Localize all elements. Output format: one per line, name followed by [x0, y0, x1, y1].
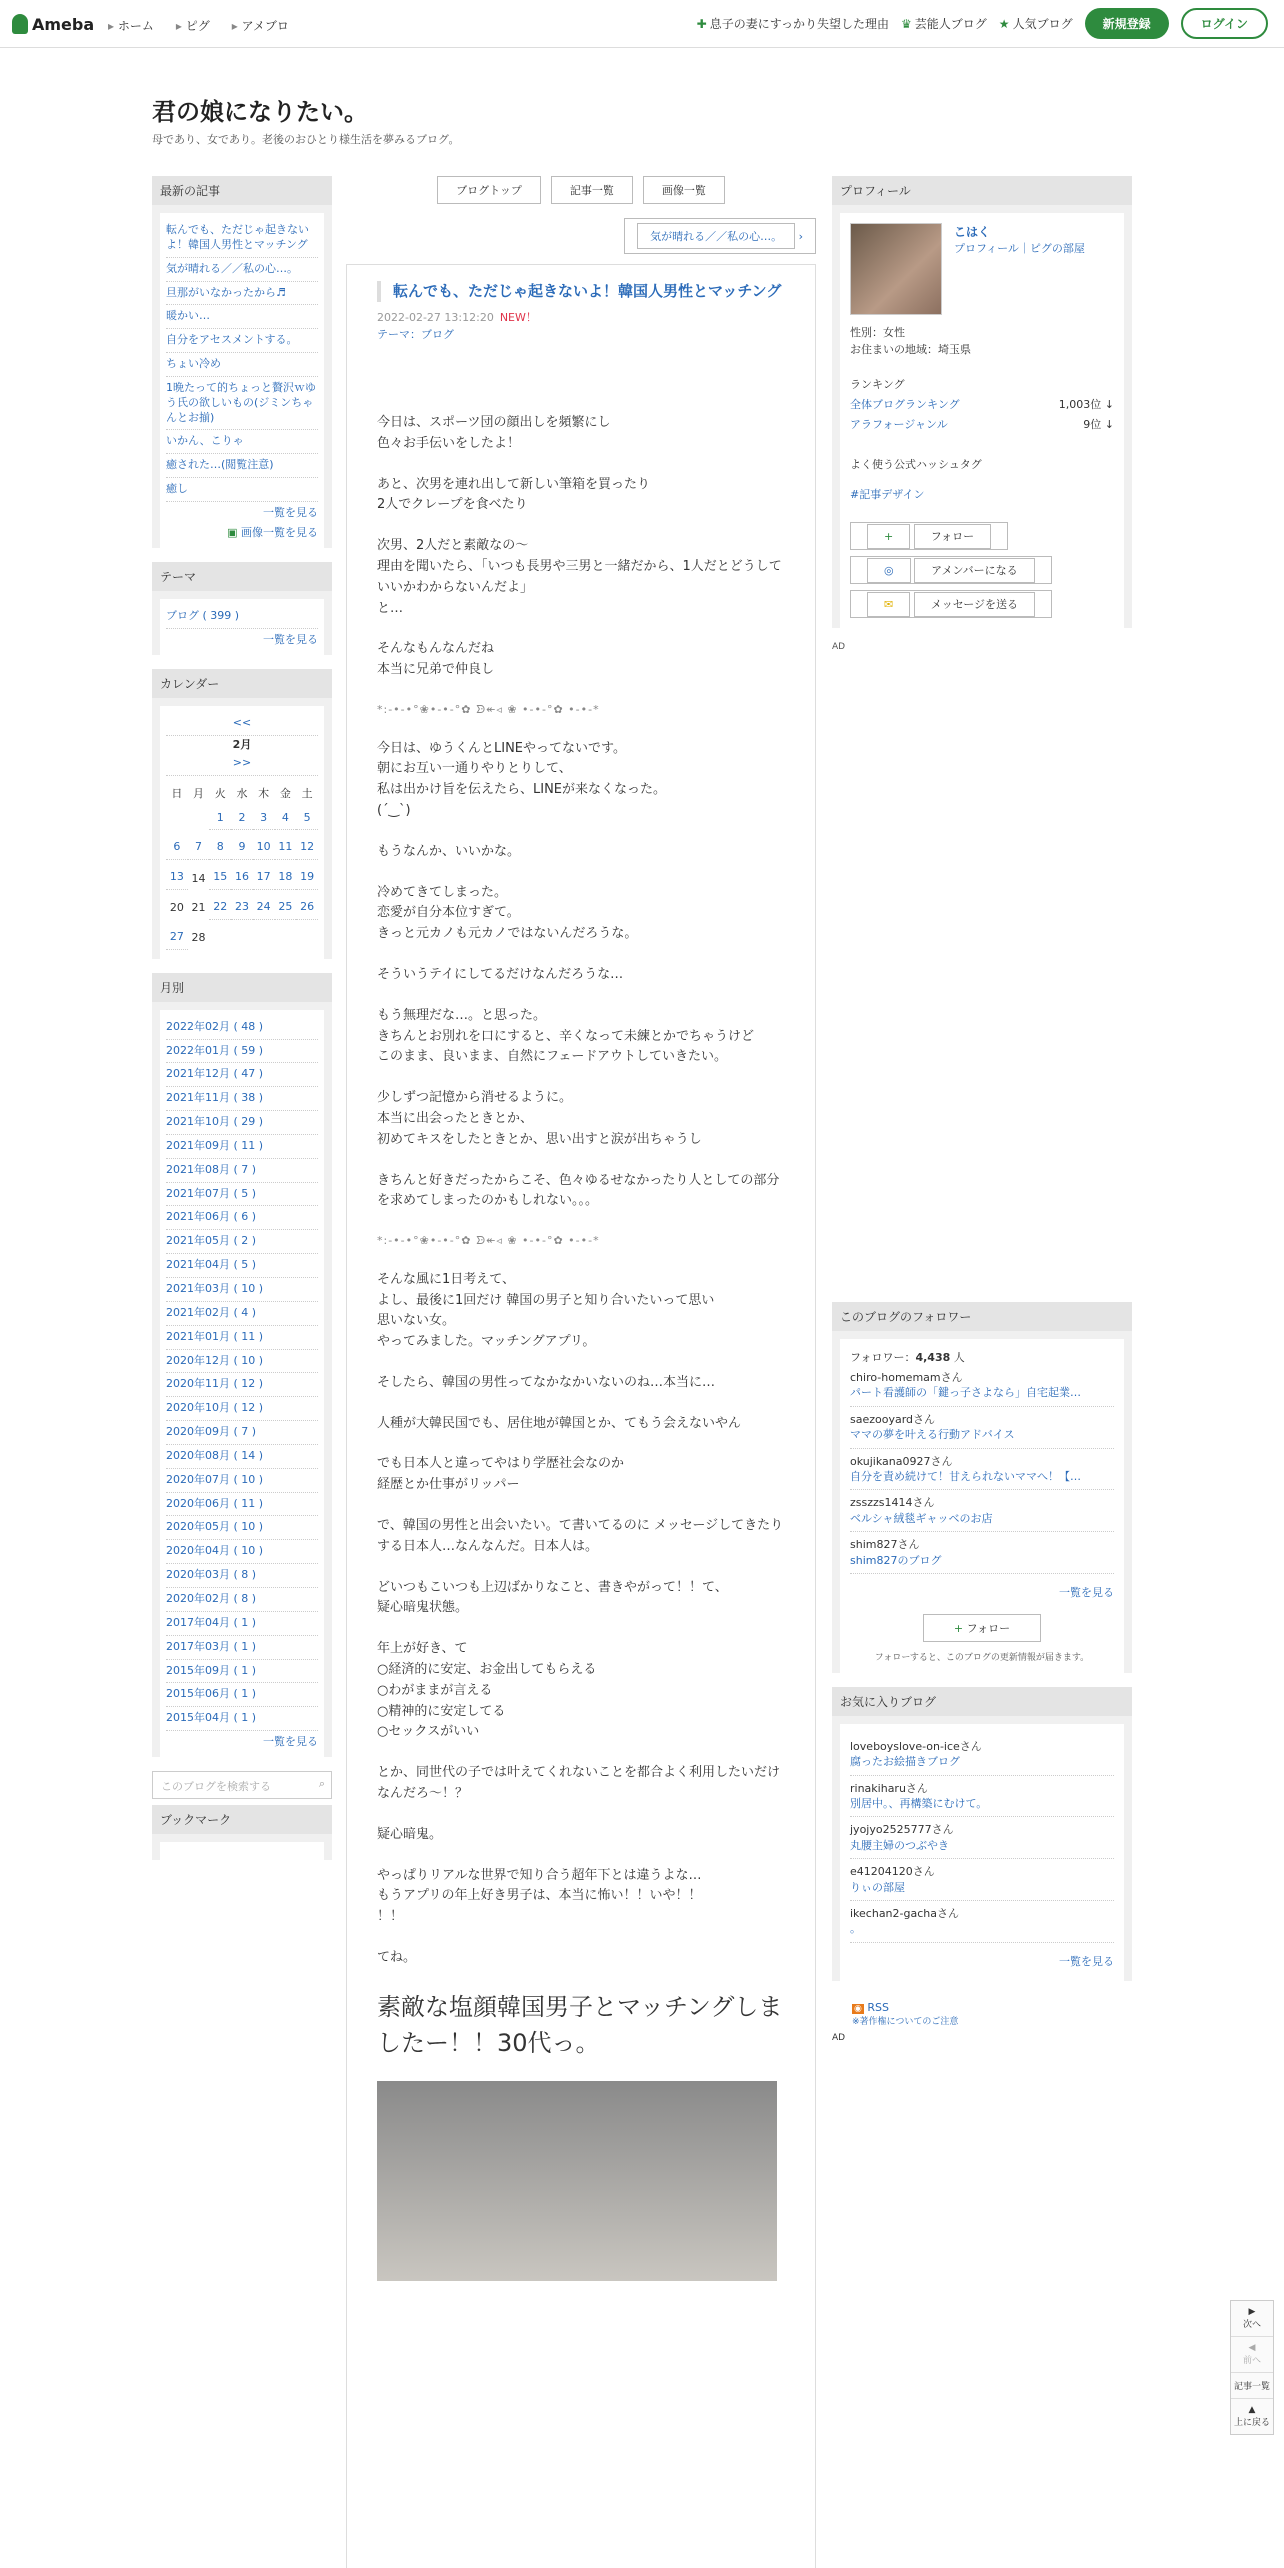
image-icon: ▣: [227, 525, 241, 539]
favorite-blog-link[interactable]: 丸腰主婦のつぶやき: [850, 1838, 949, 1852]
recent-article-link[interactable]: 癒し: [166, 478, 318, 502]
profile-links[interactable]: プロフィール｜ピグの部屋: [954, 242, 1085, 255]
calendar-prev[interactable]: <<: [166, 712, 318, 736]
crown-icon: ♛: [901, 17, 912, 31]
decorative-divider: *:-•-•°❀•-•-°✿ ᗦ↞◃ ❀ •-•-°✿ •-•-*: [377, 1234, 600, 1248]
monthly-archive-link[interactable]: 2017年03月 ( 1 ): [166, 1636, 318, 1660]
calendar-day[interactable]: 15: [209, 866, 231, 890]
side-list[interactable]: 記事一覧: [1231, 2373, 1273, 2399]
article-paragraph: もうなんか、いいかな。: [377, 843, 521, 859]
follower-blog-link[interactable]: shim827のブログ: [850, 1553, 942, 1567]
nav-home[interactable]: ▸ ホーム: [108, 17, 154, 34]
recent-articles-box: [152, 176, 332, 548]
follower-item: [850, 1532, 1114, 1574]
bookmark-heading: ブックマーク: [152, 1805, 332, 1834]
follower-user: chiro-homemamさん: [850, 1371, 963, 1384]
login-button[interactable]: ログイン: [1181, 8, 1268, 39]
global-header: [0, 0, 1284, 48]
monthly-archive-link[interactable]: 2020年08月 ( 14 ): [166, 1445, 318, 1469]
calendar-cell: [231, 863, 253, 893]
article-paragraph: もう無理だな…。と思った。 きちんとお別れを口にすると、辛くなって未練とかでちゃうけど このまま、良いまま、自然にフェードアウトしていきたい。: [377, 1007, 755, 1065]
plus-icon: +: [867, 524, 910, 549]
recent-article-link[interactable]: 転んでも、ただじゃ起きないよ！韓国人男性とマッチング: [166, 219, 318, 258]
calendar-empty: [253, 923, 275, 953]
favorite-blog-link[interactable]: 。: [850, 1922, 861, 1936]
calendar-cell: [275, 833, 297, 863]
star-icon: ★: [998, 17, 1010, 31]
calendar-cell: [296, 893, 318, 923]
rank-genre-value: 9位 ↓: [1083, 418, 1114, 431]
bookmark-box: [152, 1805, 332, 1860]
decorative-divider: *:-•-•°❀•-•-°✿ ᗦ↞◃ ❀ •-•-°✿ •-•-*: [377, 702, 600, 716]
article-paragraph: 今日は、ゆうくんとLINEやってないです。 朝にお互い一通りやりとりして、 私は出かけ旨を伝えたら、LINEが来なくなった。 (´‿`): [377, 740, 667, 818]
calendar-cell: [231, 893, 253, 923]
favorite-item: [850, 1901, 1114, 1943]
article-paragraph: 疑心暗鬼。: [377, 1826, 443, 1842]
header-right: [697, 8, 1268, 39]
amember-button[interactable]: ◎ アメンバーになる: [850, 556, 1052, 584]
calendar-day[interactable]: 11: [275, 836, 297, 860]
calendar-weekday: 土: [301, 786, 313, 800]
nav-ameblo[interactable]: ▸ アメブロ: [232, 17, 289, 34]
favorite-item: [850, 1859, 1114, 1901]
favorite-user: rinakiharuさん: [850, 1781, 928, 1795]
monthly-archive-link[interactable]: 2020年04月 ( 10 ): [166, 1540, 318, 1564]
calendar-day[interactable]: 2: [231, 807, 253, 831]
monthly-archive-link[interactable]: 2021年04月 ( 5 ): [166, 1254, 318, 1278]
monthly-archive-link[interactable]: 2015年04月 ( 1 ): [166, 1707, 318, 1731]
calendar-empty: [296, 923, 318, 953]
favorite-list: [850, 1734, 1114, 1943]
monthly-archive-link[interactable]: 2021年12月 ( 47 ): [166, 1063, 318, 1087]
monthly-archive-link[interactable]: 2021年02月 ( 4 ): [166, 1302, 318, 1326]
calendar-day[interactable]: 12: [296, 836, 318, 860]
profile-box: [832, 176, 1132, 628]
favorite-blog-link[interactable]: 腐ったお絵描きブログ: [850, 1755, 960, 1769]
calendar-cell: [209, 833, 231, 863]
article-photo: [377, 2081, 777, 2281]
calendar-cell: [275, 804, 297, 834]
calendar-cell: [296, 804, 318, 834]
rank-overall-value: 1,003位 ↓: [1058, 398, 1114, 411]
calendar-empty: [275, 923, 297, 953]
favorite-item: [850, 1817, 1114, 1859]
ad-label-2: AD: [832, 2032, 846, 2043]
follow-button[interactable]: + フォロー: [850, 522, 1008, 550]
prev-arrow-icon: ◀: [1248, 2343, 1256, 2353]
calendar-cell: [209, 893, 231, 923]
calendar-cell: [188, 893, 210, 923]
calendar-cell: [253, 804, 275, 834]
favorite-user: loveboyslove-on-iceさん: [850, 1739, 982, 1753]
side-nav: [1230, 2300, 1274, 2435]
ameba-logo-icon: [12, 14, 28, 34]
follower-blog-link[interactable]: ベルシャ絨毯ギャッベのお店: [850, 1511, 993, 1525]
amember-icon: ◎: [867, 558, 911, 583]
monthly-archive-link[interactable]: 2021年09月 ( 11 ): [166, 1135, 318, 1159]
follower-item: [850, 1365, 1114, 1407]
hashtag-heading: よく使う公式ハッシュタグ: [850, 458, 982, 471]
monthly-archive-link[interactable]: 2021年10月 ( 29 ): [166, 1111, 318, 1135]
monthly-archive-link[interactable]: 2020年10月 ( 12 ): [166, 1397, 318, 1421]
monthly-archive-box: [152, 973, 332, 1757]
calendar-day[interactable]: 23: [231, 896, 253, 920]
calendar-cell: [296, 833, 318, 863]
article-meta: [377, 310, 785, 343]
article-paragraph: 冷めてきてしまった。 恋愛が自分本位すぎて。 きっと元カノも元カノではないんだろうな。: [377, 884, 638, 942]
follower-item: [850, 1449, 1114, 1491]
monthly-archive-link[interactable]: 2020年07月 ( 10 ): [166, 1469, 318, 1493]
recent-article-link[interactable]: 気が晴れる／／私の心…。: [166, 258, 318, 282]
recent-articles-list: [160, 213, 324, 548]
article-paragraph: どいつもこいつも上辺ばかりなこと、書きやがって！！て、 疑心暗鬼状態。: [377, 1579, 728, 1616]
favorites-box: [832, 1687, 1132, 1981]
plus-icon: ✚: [696, 17, 707, 31]
theme-heading: テーマ: [152, 562, 332, 591]
calendar-month: 2月: [232, 737, 252, 751]
monthly-archive-link[interactable]: 2021年11月 ( 38 ): [166, 1087, 318, 1111]
calendar-day: 28: [191, 931, 206, 945]
article-paragraph: 次男、2人だと素敵なの〜 理由を聞いたら、「いつも長男や三男と一緒だから、1人だとどうしていいかわからないんだよ」 と…: [377, 538, 782, 616]
blog-description: 母であり、女であり。老後のおひとり様生活を夢みるブログ。: [152, 133, 460, 146]
blog-tabs: [346, 176, 816, 204]
monthly-archive-link[interactable]: 2021年07月 ( 5 ): [166, 1183, 318, 1207]
calendar-cell: [231, 804, 253, 834]
follower-user: shim827さん: [850, 1538, 920, 1552]
message-button[interactable]: ✉ メッセージを送る: [850, 590, 1052, 618]
article-theme-link[interactable]: テーマ：ブログ: [377, 327, 454, 341]
monthly-more-link[interactable]: 一覧を見る: [263, 1735, 318, 1749]
monthly-archive-link[interactable]: 2017年04月 ( 1 ): [166, 1612, 318, 1636]
hashtag-link[interactable]: #記事デザイン: [850, 488, 925, 501]
article-paragraph: 人種が大韓民国でも、居住地が韓国とか、てもう会えないやん: [377, 1415, 742, 1431]
tab-blog-top[interactable]: ブログトップ: [437, 176, 541, 204]
calendar-box: [152, 669, 332, 959]
article-paragraph: そういうテイにしてるだけなんだろうな…: [377, 966, 624, 982]
calendar-day[interactable]: 13: [166, 866, 188, 890]
plus-icon: +: [953, 1621, 964, 1635]
calendar-cell: [253, 863, 275, 893]
calendar-day[interactable]: 8: [209, 836, 231, 860]
calendar-cell: [231, 833, 253, 863]
follower-item: [850, 1490, 1114, 1532]
follow-button-2[interactable]: + フォロー: [923, 1614, 1041, 1642]
calendar-day[interactable]: 9: [231, 836, 253, 860]
calendar-weekday: 水: [236, 786, 248, 800]
global-nav: [108, 17, 289, 34]
article-paragraph: てね。: [377, 1950, 417, 1966]
monthly-heading: 月別: [152, 973, 332, 1002]
search-icon[interactable]: ⌕: [318, 1777, 325, 1791]
calendar-day[interactable]: 10: [253, 836, 275, 860]
monthly-archive-link[interactable]: 2021年03月 ( 10 ): [166, 1278, 318, 1302]
calendar-day[interactable]: 3: [253, 807, 275, 831]
side-top[interactable]: ▲ 上に戻る: [1233, 2405, 1270, 2428]
monthly-archive-list: [160, 1010, 324, 1757]
calendar-cell: [188, 833, 210, 863]
next-arrow-icon: ▶: [1248, 2307, 1256, 2317]
recent-more-link[interactable]: 一覧を見る: [263, 505, 318, 519]
rank-overall-label[interactable]: 全体ブログランキング: [850, 398, 960, 411]
ad-label: AD: [832, 642, 846, 652]
follower-list: [850, 1365, 1114, 1574]
theme-link[interactable]: ブログ ( 399 ): [166, 605, 318, 629]
calendar-day[interactable]: 22: [209, 896, 231, 920]
monthly-archive-link[interactable]: 2015年06月 ( 1 ): [166, 1683, 318, 1707]
calendar-day: 20: [169, 901, 184, 915]
follower-blog-link[interactable]: ママの夢を叶える行動アドバイス: [850, 1428, 1015, 1442]
monthly-archive-link[interactable]: 2022年02月 ( 48 ): [166, 1016, 318, 1040]
article-paragraph: 少しずつ記憶から消せるように。 本当に出会ったときとか、 初めてキスをしたときとか、思い出すと涙が出ちゃうし: [377, 1090, 702, 1147]
article-paragraph: 今日は、スポーツ団の顔出しを頻繁にし 色々お手伝いをしたよ！: [377, 415, 611, 451]
follower-blog-link[interactable]: パート看護師の「鍵っ子さよなら」自宅起業…: [850, 1386, 1081, 1400]
follower-count: フォロワー：4,438 人: [850, 1351, 965, 1364]
calendar-day[interactable]: 27: [166, 926, 188, 950]
favorite-blog-link[interactable]: 別居中。、再構築にむけて。: [850, 1797, 988, 1811]
calendar-next[interactable]: >>: [166, 752, 318, 776]
article-paragraph: そしたら、韓国の男性ってなかなかいないのね…本当に…: [377, 1374, 716, 1390]
calendar-cell: [275, 863, 297, 893]
calendar-day[interactable]: 18: [275, 866, 297, 890]
calendar-weekday: 木: [258, 786, 270, 800]
calendar-day[interactable]: 26: [296, 896, 318, 920]
article-highlight: 素敵な塩顔韓国男子とマッチングしましたー！！30代っ。: [377, 1992, 783, 2057]
nav-pigg[interactable]: ▸ ピグ: [176, 17, 210, 34]
main-column: [346, 176, 816, 2568]
calendar-cell: [253, 893, 275, 923]
monthly-archive-link[interactable]: 2020年02月 ( 8 ): [166, 1588, 318, 1612]
calendar-cell: [209, 804, 231, 834]
profile-area: お住まいの地域：埼玉県: [850, 342, 971, 356]
image-list-label: 画像一覧を見る: [241, 525, 318, 539]
envelope-icon: ✉: [867, 592, 910, 617]
recent-article-link[interactable]: ちょい冷め: [166, 353, 318, 377]
calendar-day[interactable]: 24: [253, 896, 275, 920]
article-paragraph: あと、次男を連れ出して新しい筆箱を買ったり 2人でクレープを食べたり: [377, 476, 651, 513]
monthly-archive-link[interactable]: 2020年03月 ( 8 ): [166, 1564, 318, 1588]
calendar-empty: [231, 923, 253, 953]
monthly-archive-link[interactable]: 2020年12月 ( 10 ): [166, 1350, 318, 1374]
calendar-day[interactable]: 19: [296, 866, 318, 890]
left-sidebar: [152, 176, 332, 1874]
calendar-cell: [253, 833, 275, 863]
recent-article-link[interactable]: 1晩たって的ちょっと贅沢ｗゆう氏の欲しいもの(ジミンちゃんとお揃): [166, 377, 318, 431]
tab-article-list[interactable]: 記事一覧: [551, 176, 633, 204]
copyright-link[interactable]: ※著作権についてのご注意: [852, 2016, 959, 2027]
calendar-day: 14: [191, 871, 206, 885]
article: [346, 264, 816, 2568]
recent-article-link[interactable]: 自分をアセスメントする。: [166, 329, 318, 353]
rss-icon: ◉: [854, 2003, 862, 2014]
calendar-day[interactable]: 4: [275, 807, 297, 831]
next-article-link[interactable]: 気が晴れる／／私の心…。 ›: [624, 218, 816, 254]
calendar-cell: [166, 923, 188, 953]
follower-user: okujikana0927さん: [850, 1454, 953, 1468]
right-sidebar: [832, 176, 1132, 2043]
article-paragraph: そんなもんなんだね 本当に兄弟で仲良し: [377, 641, 495, 678]
ameba-logo[interactable]: Ameba: [12, 14, 94, 34]
profile-gender: 性別：女性: [850, 326, 905, 339]
follow-note: フォローすると、このブログの更新情報が届きます。: [874, 1652, 1090, 1663]
favorites-more-link[interactable]: 一覧を見る: [1059, 1954, 1114, 1968]
profile-name[interactable]: こはく: [954, 225, 991, 239]
calendar-cell: [188, 923, 210, 953]
calendar-day[interactable]: 25: [275, 896, 297, 920]
article-paragraph: でも日本人と違ってやはり学歴社会なのか 経歴とか仕事がリッパー: [377, 1456, 625, 1493]
calendar-day[interactable]: 7: [188, 836, 210, 860]
monthly-archive-link[interactable]: 2020年05月 ( 10 ): [166, 1516, 318, 1540]
article-paragraph: とか、同世代の子では叶えてくれないことを都合よく利用したいだけなんだろ〜！？: [377, 1765, 781, 1802]
article-paragraph: やっぱりリアルな世界で知り合う超年下とは違うよな… もうアプリの年上好き男子は、本当に怖い！！いや！！ ！！: [377, 1867, 702, 1925]
new-badge: NEW！: [499, 311, 537, 324]
calendar-empty: [188, 804, 210, 834]
monthly-archive-link[interactable]: 2021年06月 ( 6 ): [166, 1206, 318, 1230]
calendar-empty: [166, 804, 188, 834]
follower-item: [850, 1407, 1114, 1449]
ranking-heading: ランキング: [850, 378, 905, 391]
favorites-heading: お気に入りブログ: [832, 1687, 1132, 1716]
followers-more-link[interactable]: 一覧を見る: [1059, 1585, 1114, 1599]
calendar-cell: [296, 863, 318, 893]
recent-article-link[interactable]: 暖かい…: [166, 305, 318, 329]
monthly-archive-link[interactable]: 2021年05月 ( 2 ): [166, 1230, 318, 1254]
theme-box: [152, 562, 332, 655]
monthly-archive-link[interactable]: 2020年09月 ( 7 ): [166, 1421, 318, 1445]
theme-more-link[interactable]: 一覧を見る: [263, 632, 318, 646]
favorite-blog-link[interactable]: りぃの部屋: [850, 1880, 905, 1894]
article-paragraph: 年上が好き、て ○経済的に安定、お金出してもらえる ○わがままが言える ○精神的に安定してる ○セックスがいい: [377, 1641, 597, 1740]
favorite-user: ikechan2-gachaさん: [850, 1907, 959, 1921]
rank-genre-label[interactable]: アラフォージャンル: [850, 418, 948, 431]
calendar-weekday: 月: [193, 786, 205, 800]
follower-user: zsszzs1414さん: [850, 1496, 935, 1510]
recent-article-link[interactable]: 癒された…(閲覧注意): [166, 454, 318, 478]
profile-heading: プロフィール: [832, 176, 1132, 205]
calendar-day[interactable]: 6: [166, 836, 188, 860]
calendar-day[interactable]: 16: [231, 866, 253, 890]
followers-heading: このブログのフォロワー: [832, 1302, 1132, 1331]
article-paragraph: で、韓国の男性と出会いたい。て書いてるのに メッセージしてきたりする日本人…なんなんだ。日本人は。: [377, 1518, 784, 1554]
recent-article-link[interactable]: 旦那がいなかったから♬: [166, 282, 318, 306]
article-date: 2022-02-27 13:12:20: [377, 311, 494, 324]
monthly-archive-link[interactable]: 2021年08月 ( 7 ): [166, 1159, 318, 1183]
monthly-archive-link[interactable]: 2022年01月 ( 59 ): [166, 1040, 318, 1064]
calendar-cell: [275, 893, 297, 923]
calendar-empty: [209, 923, 231, 953]
calendar-cell: [166, 833, 188, 863]
calendar-cell: [166, 893, 188, 923]
header-link-topic[interactable]: ✚ 息子の妻にすっかり失望した理由: [696, 17, 890, 31]
calendar-weekday: 日: [171, 786, 183, 800]
tab-image-list[interactable]: 画像一覧: [643, 176, 725, 204]
article-paragraph: そんな風に1日考えて、 よし、最後に1回だけ 韓国の男子と知り合いたいって思い 思いない女。 やってみました。マッチングアプリ。: [377, 1271, 715, 1350]
article-paragraph: きちんと好きだったからこそ、色々ゆるせなかったり人としての部分を求めてしまったのかもしれない。。。: [377, 1172, 780, 1209]
blog-title[interactable]: 君の娘になりたい。: [152, 97, 368, 126]
calendar-cell: [188, 863, 210, 893]
calendar-heading: カレンダー: [152, 669, 332, 698]
recent-article-link[interactable]: いかん、こりゃ: [166, 430, 318, 454]
calendar-day[interactable]: 5: [296, 807, 318, 831]
favorite-user: e41204120さん: [850, 1865, 935, 1879]
rss-link[interactable]: ◉ RSS: [854, 2000, 889, 2014]
recent-articles-heading: 最新の記事: [152, 176, 332, 205]
calendar-day: 21: [191, 901, 206, 915]
favorite-user: jyojyo2525777さん: [850, 1823, 954, 1837]
monthly-archive-link[interactable]: 2015年09月 ( 1 ): [166, 1660, 318, 1684]
monthly-archive-link[interactable]: 2020年06月 ( 11 ): [166, 1493, 318, 1517]
follower-blog-link[interactable]: 自分を責め続けて！甘えられないママへ！【…: [850, 1469, 1081, 1483]
calendar-cell: [209, 863, 231, 893]
article-body: [377, 413, 785, 2281]
side-next[interactable]: ▶ 次へ: [1231, 2301, 1273, 2337]
monthly-archive-link[interactable]: 2021年01月 ( 11 ): [166, 1326, 318, 1350]
follower-user: saezooyardさん: [850, 1412, 936, 1426]
header-link-celebrity[interactable]: ♛ 芸能人ブログ: [901, 17, 987, 31]
side-prev[interactable]: ◀ 前へ: [1231, 2337, 1273, 2373]
favorite-item: [850, 1734, 1114, 1776]
image-list-link[interactable]: [166, 522, 318, 542]
up-arrow-icon: ▲: [1248, 2405, 1256, 2415]
monthly-archive-link[interactable]: 2020年11月 ( 12 ): [166, 1373, 318, 1397]
followers-box: [832, 1302, 1132, 1673]
calendar-weekday: 金: [279, 786, 291, 800]
blog-search-input[interactable]: このブログを検索する ⌕: [152, 1771, 332, 1799]
article-title[interactable]: 転んでも、ただじゃ起きないよ！韓国人男性とマッチング: [377, 281, 785, 302]
calendar-grid: [166, 782, 318, 953]
calendar-day[interactable]: 17: [253, 866, 275, 890]
calendar-day[interactable]: 1: [209, 807, 231, 831]
signup-button[interactable]: 新規登録: [1085, 8, 1169, 39]
favorite-item: [850, 1776, 1114, 1818]
avatar[interactable]: [850, 223, 942, 315]
calendar-cell: [166, 863, 188, 893]
calendar-weekday: 火: [214, 786, 226, 800]
header-link-popular[interactable]: ★ 人気ブログ: [998, 17, 1073, 31]
